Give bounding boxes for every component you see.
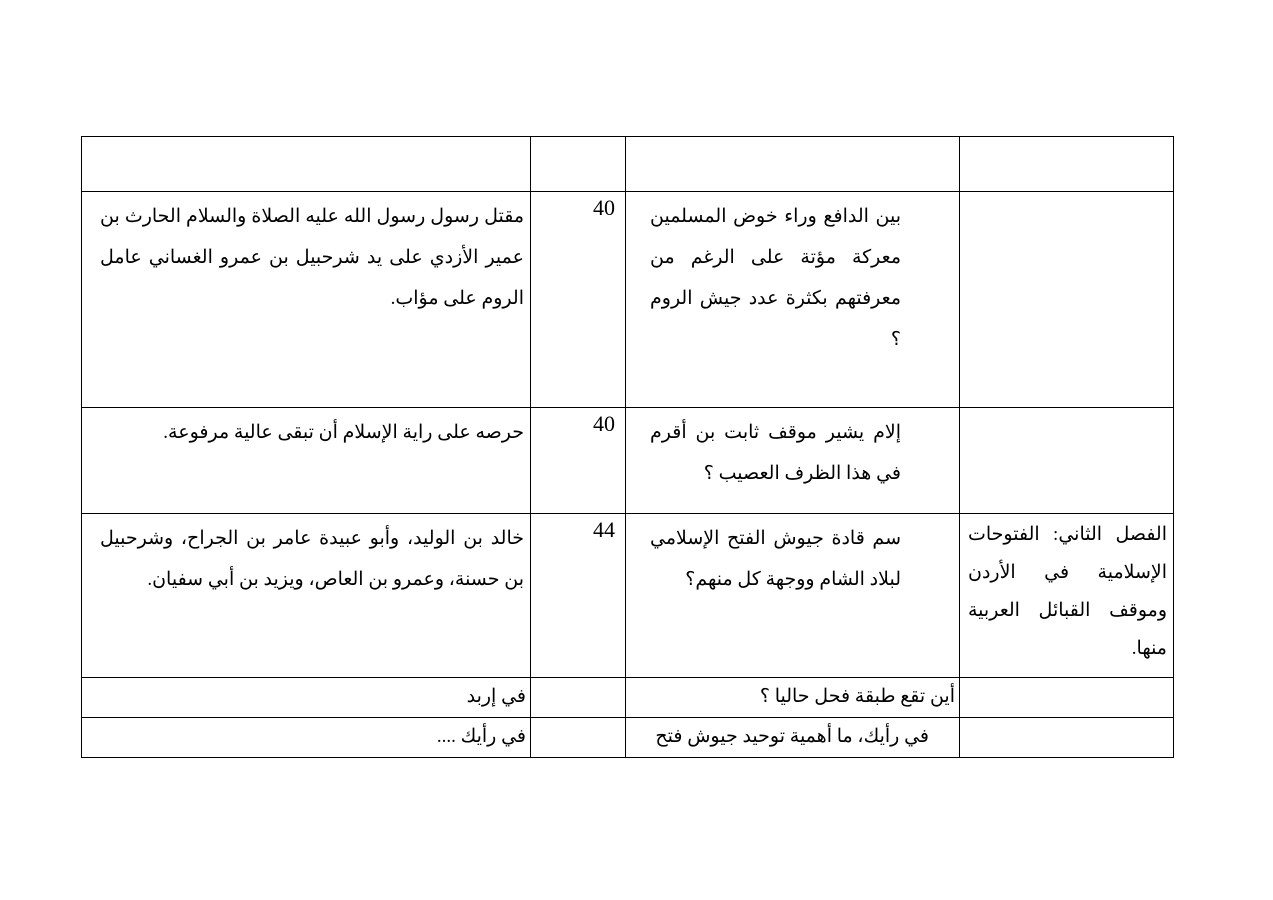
question-cell: [626, 192, 960, 408]
chapter-cell: [960, 678, 1174, 718]
answer-text: مقتل رسول رسول الله عليه الصلاة والسلام الحارث بن عمير الأزدي على يد شرحبيل بن عمرو الغساني عامل الروم على مؤاب.: [100, 206, 524, 309]
answer-text: [82, 137, 530, 141]
answer-cell: [82, 718, 531, 758]
chapter-cell: [960, 137, 1174, 192]
question-cell: [626, 408, 960, 514]
question-text: بين الدافع وراء خوض المسلمين معركة مؤتة على الرغم من معرفتهم بكثرة عدد جيش الروم ؟: [650, 206, 901, 350]
table-row: [82, 137, 1174, 192]
answer-cell: [82, 678, 531, 718]
page-number: 40: [593, 411, 615, 436]
answer-text: حرصه على راية الإسلام أن تبقى عالية مرفوعة.: [163, 422, 524, 443]
answer-text: في إربد: [466, 686, 526, 707]
answer-text: في رأيك ....: [436, 726, 526, 747]
worksheet-table: [81, 136, 1174, 758]
chapter-cell: [960, 408, 1174, 514]
answer-text: خالد بن الوليد، وأبو عبيدة عامر بن الجراح، وشرحبيل بن حسنة، وعمرو بن العاص، ويزيد بن أبي سفيان.: [100, 528, 524, 590]
page-number-cell: [531, 718, 626, 758]
question-cell: [626, 137, 960, 192]
chapter-text: [960, 408, 1173, 412]
answer-cell: [82, 137, 531, 192]
page-number-cell: [531, 408, 626, 514]
chapter-cell: [960, 718, 1174, 758]
question-text: في رأيك، ما أهمية توحيد جيوش فتح: [655, 726, 929, 747]
chapter-text: الفصل الثاني: الفتوحات الإسلامية في الأردن وموقف القبائل العربية منها.: [968, 524, 1167, 659]
table-row: [82, 408, 1174, 514]
question-cell: [626, 678, 960, 718]
page-number-cell: [531, 678, 626, 718]
chapter-text: [960, 137, 1173, 141]
question-text: أين تقع طبقة فحل حاليا ؟: [759, 686, 955, 707]
chapter-cell: [960, 514, 1174, 678]
table-row: [82, 718, 1174, 758]
question-cell: [626, 514, 960, 678]
page-number: 44: [593, 517, 615, 542]
answer-cell: [82, 192, 531, 408]
answer-cell: [82, 514, 531, 678]
page-number-cell: [531, 137, 626, 192]
answer-cell: [82, 408, 531, 514]
page-number: 40: [593, 195, 615, 220]
page-number-cell: [531, 514, 626, 678]
question-text: [626, 137, 959, 141]
chapter-text: [960, 192, 1173, 196]
question-text: إلام يشير موقف ثابت بن أقرم في هذا الظرف العصيب ؟: [650, 422, 901, 484]
table-row: [82, 514, 1174, 678]
chapter-cell: [960, 192, 1174, 408]
question-cell: [626, 718, 960, 758]
page-number-cell: [531, 192, 626, 408]
table-row: [82, 678, 1174, 718]
question-text: سم قادة جيوش الفتح الإسلامي لبلاد الشام ووجهة كل منهم؟: [650, 528, 901, 590]
table-row: [82, 192, 1174, 408]
